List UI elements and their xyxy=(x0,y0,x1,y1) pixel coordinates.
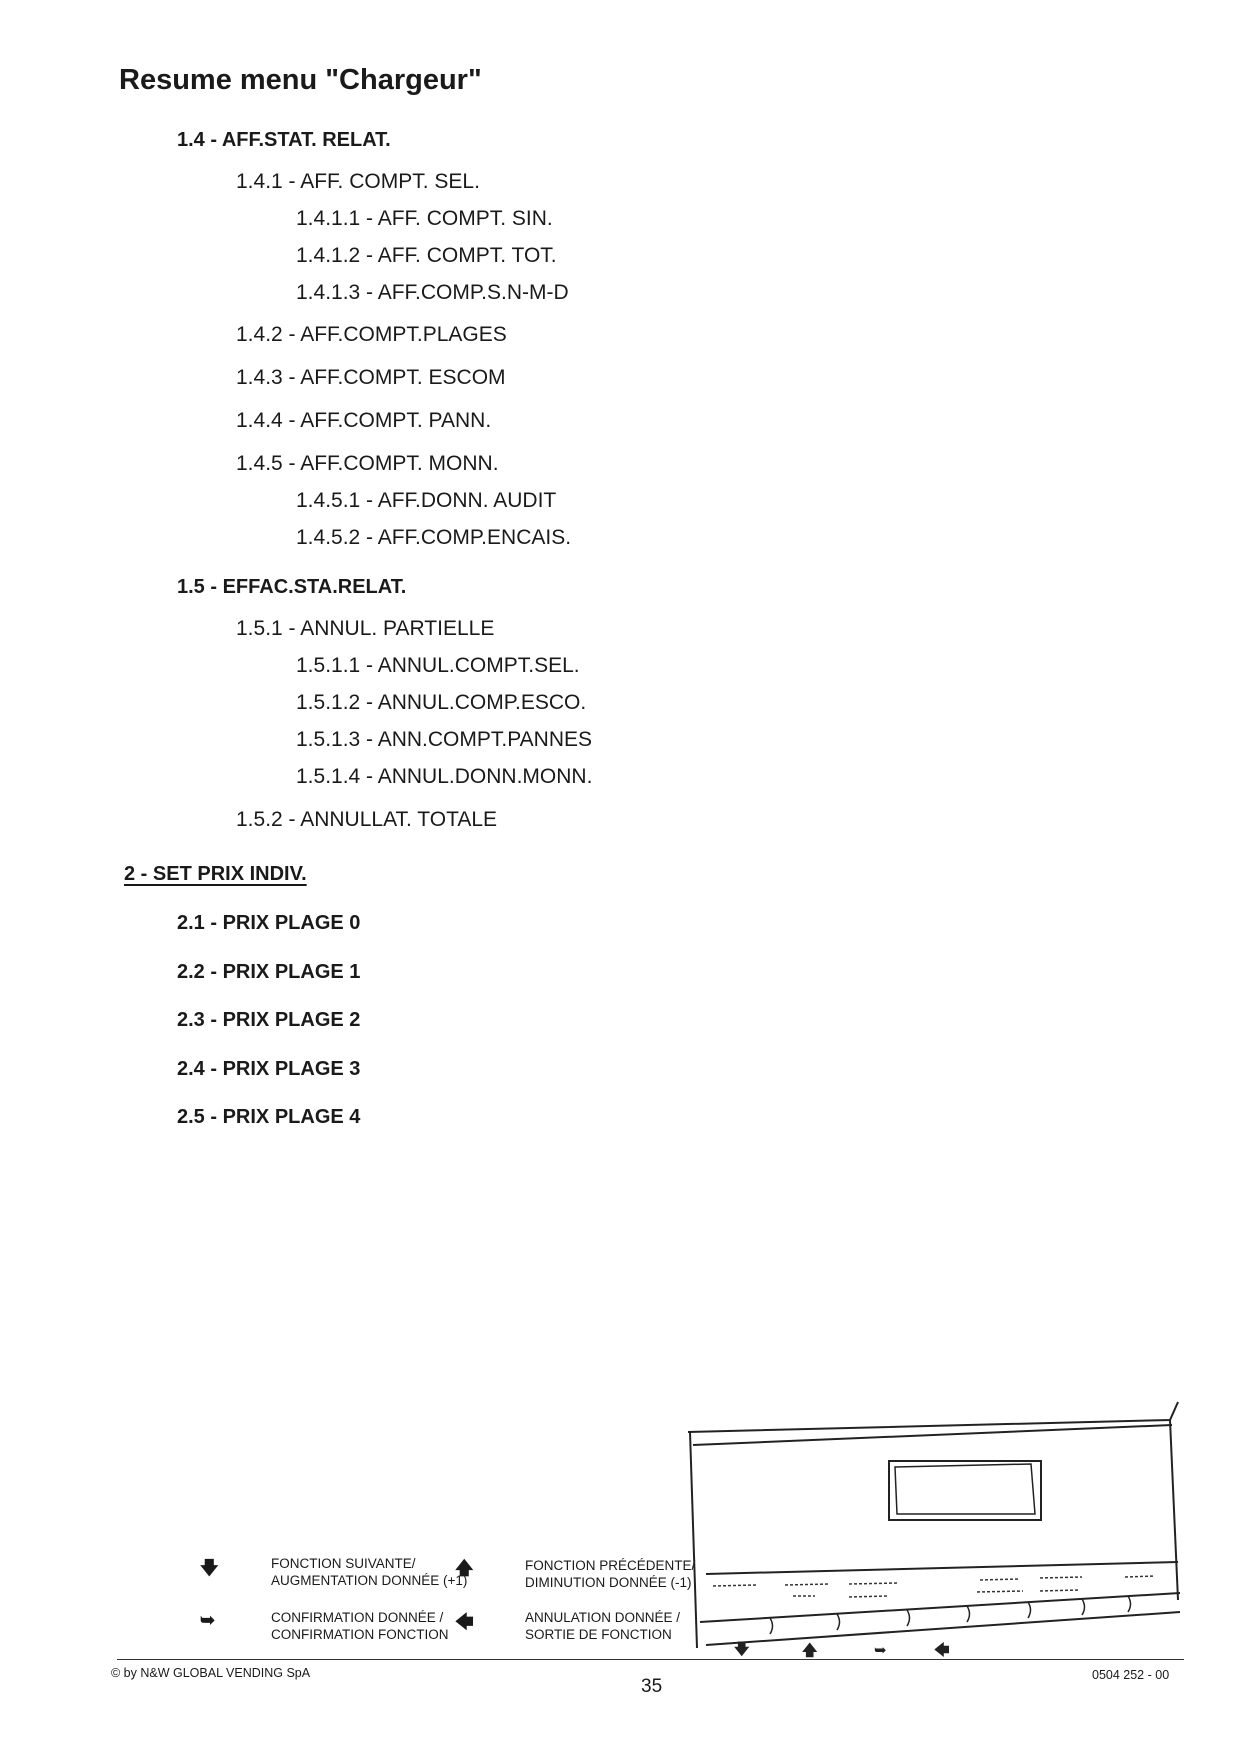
menu-item-1-4-5-2: 1.4.5.2 - AFF.COMP.ENCAIS. xyxy=(296,526,572,549)
page-number: 35 xyxy=(641,1676,663,1697)
panel-led-row-2 xyxy=(785,1584,829,1585)
page-title: Resume menu "Chargeur" xyxy=(119,64,482,96)
arrow-enter-icon: ➥ xyxy=(200,1610,216,1630)
footer-copyright: © by N&W GLOBAL VENDING SpA xyxy=(111,1666,311,1680)
panel-upper-frame xyxy=(693,1425,1172,1445)
legend-up-line1: FONCTION PRÉCÉDENTE/ xyxy=(525,1558,696,1573)
panel-left-edge xyxy=(690,1432,697,1648)
panel-button-2 xyxy=(837,1614,840,1630)
menu-item-2-4: 2.4 - PRIX PLAGE 3 xyxy=(177,1058,361,1080)
panel-led-row-6 xyxy=(1125,1576,1155,1577)
menu-item-1-4: 1.4 - AFF.STAT. RELAT. xyxy=(177,129,391,151)
panel-arrow-down-icon: 🡇 xyxy=(734,1640,750,1658)
panel-led-row-10 xyxy=(1040,1590,1080,1591)
panel-button-3 xyxy=(907,1610,910,1626)
display-window-inner xyxy=(895,1464,1035,1514)
menu-item-1-5-2: 1.5.2 - ANNULLAT. TOTALE xyxy=(236,808,498,831)
legend-enter-line2: CONFIRMATION FONCTION xyxy=(271,1627,449,1642)
panel-arrow-back-icon: 🡄 xyxy=(934,1641,950,1659)
legend-down-line2: AUGMENTATION DONNÉE (+1) xyxy=(271,1573,468,1588)
panel-led-row-8 xyxy=(849,1596,887,1597)
menu-item-1-5-1-2: 1.5.1.2 - ANNUL.COMP.ESCO. xyxy=(296,691,587,714)
menu-item-1-5-1-3: 1.5.1.3 - ANN.COMPT.PANNES xyxy=(296,728,593,751)
panel-arrow-enter-icon: ➥ xyxy=(874,1641,887,1659)
legend-back-line2: SORTIE DE FONCTION xyxy=(525,1627,672,1642)
legend-enter-line1: CONFIRMATION DONNÉE / xyxy=(271,1610,444,1625)
menu-item-1-4-3: 1.4.3 - AFF.COMPT. ESCOM xyxy=(236,366,506,389)
arrow-back-icon: 🡄 xyxy=(455,1612,474,1632)
panel-divider xyxy=(706,1562,1178,1574)
legend-back-line1: ANNULATION DONNÉE / xyxy=(525,1610,681,1625)
legend-down-line1: FONCTION SUIVANTE/ xyxy=(271,1556,416,1571)
menu-item-2-3: 2.3 - PRIX PLAGE 2 xyxy=(177,1009,361,1031)
menu-item-1-5-1: 1.5.1 - ANNUL. PARTIELLE xyxy=(236,617,495,640)
menu-item-1-4-2: 1.4.2 - AFF.COMPT.PLAGES xyxy=(236,323,507,346)
arrow-up-icon: 🡅 xyxy=(455,1558,474,1578)
menu-item-1-4-1: 1.4.1 - AFF. COMPT. SEL. xyxy=(236,170,480,193)
menu-item-2-2: 2.2 - PRIX PLAGE 1 xyxy=(177,961,361,983)
document-code: 0504 252 - 00 xyxy=(1092,1668,1170,1682)
panel-button-1 xyxy=(770,1618,773,1634)
menu-item-1-4-1-1: 1.4.1.1 - AFF. COMPT. SIN. xyxy=(296,207,553,230)
menu-item-1-4-1-2: 1.4.1.2 - AFF. COMPT. TOT. xyxy=(296,244,557,267)
panel-button-4 xyxy=(967,1606,970,1622)
legend-up-line2: DIMINUTION DONNÉE (-1) xyxy=(525,1575,692,1590)
panel-button-7 xyxy=(1128,1596,1131,1612)
menu-item-1-5-1-1: 1.5.1.1 - ANNUL.COMPT.SEL. xyxy=(296,654,580,677)
arrow-down-icon: 🡇 xyxy=(200,1558,219,1578)
panel-led-row-4 xyxy=(980,1579,1020,1580)
menu-item-1-4-5-1: 1.4.5.1 - AFF.DONN. AUDIT xyxy=(296,489,557,512)
menu-item-1-5: 1.5 - EFFAC.STA.RELAT. xyxy=(177,576,407,598)
panel-led-row-3 xyxy=(849,1583,897,1584)
menu-item-2-5: 2.5 - PRIX PLAGE 4 xyxy=(177,1106,361,1128)
menu-item-1-4-1-3: 1.4.1.3 - AFF.COMP.S.N-M-D xyxy=(296,281,569,304)
menu-item-2-1: 2.1 - PRIX PLAGE 0 xyxy=(177,912,361,934)
display-window xyxy=(889,1461,1041,1520)
menu-item-1-4-5: 1.4.5 - AFF.COMPT. MONN. xyxy=(236,452,499,475)
panel-right-edge xyxy=(1170,1420,1178,1600)
panel-led-row-9 xyxy=(977,1591,1023,1592)
menu-item-1-5-1-4: 1.5.1.4 - ANNUL.DONN.MONN. xyxy=(296,765,593,788)
footer-divider xyxy=(117,1659,1184,1660)
panel-button-5 xyxy=(1028,1602,1031,1618)
panel-arrow-up-icon: 🡅 xyxy=(802,1641,818,1659)
panel-led-row-5 xyxy=(1040,1577,1082,1578)
panel-led-row-1 xyxy=(713,1585,756,1586)
panel-button-6 xyxy=(1082,1599,1085,1615)
menu-item-1-4-4: 1.4.4 - AFF.COMPT. PANN. xyxy=(236,409,492,432)
menu-section-2: 2 - SET PRIX INDIV. xyxy=(124,863,307,885)
